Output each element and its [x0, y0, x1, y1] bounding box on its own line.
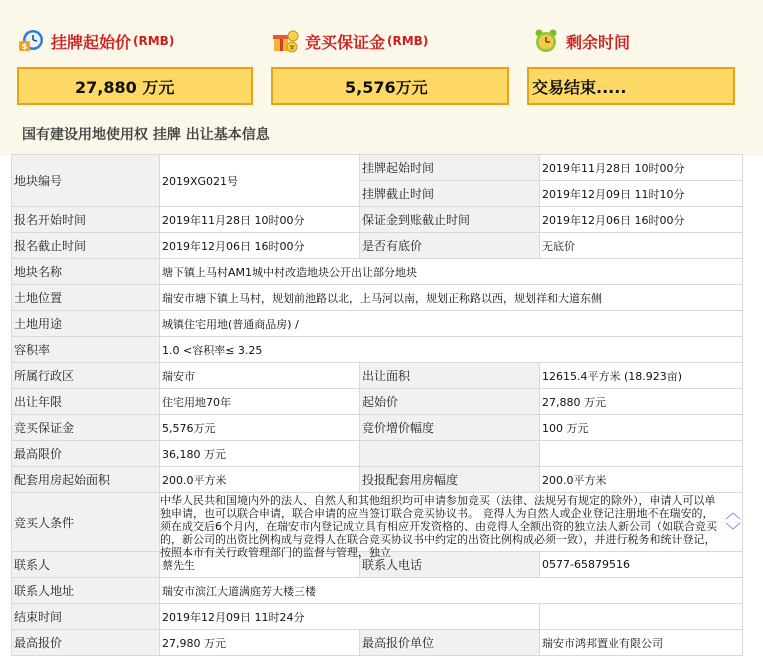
empty-cell	[540, 441, 743, 467]
svg-text:$: $	[21, 42, 28, 51]
deposit-deadline-value: 2019年12月06日 16时00分	[540, 207, 743, 233]
bidder-cond-cell	[160, 493, 743, 559]
table-row	[12, 415, 743, 441]
cap-price-value: 36,180 万元	[160, 441, 360, 467]
deposit-cell: 5,576万元	[160, 415, 360, 441]
reg-end-value: 2019年12月06日 16时00分	[160, 233, 360, 259]
increment-label: 竞价增价幅度	[360, 415, 540, 441]
parcel-name-label: 地块名称	[12, 259, 160, 285]
empty-cell	[540, 604, 743, 630]
reg-start-value: 2019年11月28日 10时00分	[160, 207, 360, 233]
deposit-value: 5,576万元	[345, 77, 428, 97]
term-value: 住宅用地70年	[160, 389, 360, 415]
table-row	[12, 363, 743, 389]
top-price-label: 最高报价	[12, 630, 160, 656]
cap-price-label: 最高限价	[12, 441, 160, 467]
table-row	[12, 259, 743, 285]
reg-start-label: 报名开始时间	[12, 207, 160, 233]
start-price-value-box	[17, 67, 253, 105]
address-value: 瑞安市滨江大道满庭芳大楼三楼	[160, 578, 743, 604]
end-time-value: 2019年12月09日 11时24分	[160, 604, 540, 630]
parcel-no-value: 2019XG021号	[160, 155, 360, 207]
increment-value: 100 万元	[540, 415, 743, 441]
contact-value: 蔡先生	[160, 552, 360, 578]
end-time-label: 结束时间	[12, 604, 160, 630]
remaining-time-value-box	[527, 67, 735, 105]
table-row	[12, 207, 743, 233]
deposit-value-box	[271, 67, 509, 105]
start-price-heading: $ 挂牌起始价 (RMB)	[17, 26, 174, 56]
address-label: 联系人地址	[12, 578, 160, 604]
deposit-heading: ¥ 竞买保证金 (RMB)	[271, 26, 428, 56]
district-value: 瑞安市	[160, 363, 360, 389]
table-row	[12, 493, 743, 552]
top-bidder-label: 最高报价单位	[360, 630, 540, 656]
table-row	[12, 155, 743, 181]
remaining-time-heading: 剩余时间	[532, 26, 630, 56]
table-row	[12, 604, 743, 630]
reserve-label: 是否有底价	[360, 233, 540, 259]
alarm-clock-icon	[532, 27, 560, 55]
phone-label: 联系人电话	[360, 552, 540, 578]
listing-end-label: 挂牌截止时间	[360, 181, 540, 207]
top-bidder-value: 瑞安市鸿邦置业有限公司	[540, 630, 743, 656]
table-row	[12, 441, 743, 467]
price-tag-clock-icon	[17, 27, 45, 55]
housing-start-value: 200.0平方米	[160, 467, 360, 493]
parcel-name-value: 塘下镇上马村AM1城中村改造地块公开出让部分地块	[160, 259, 743, 285]
housing-start-label: 配套用房起始面积	[12, 467, 160, 493]
reg-end-label: 报名截止时间	[12, 233, 160, 259]
location-label: 土地位置	[12, 285, 160, 311]
phone-value: 0577-65879516	[540, 552, 743, 578]
contact-label: 联系人	[12, 552, 160, 578]
location-value: 瑞安市塘下镇上马村，规划前池路以北，上马河以南，规划正称路以西，规划祥和大道东侧	[160, 285, 743, 311]
empty-cell	[360, 441, 540, 467]
chevron-down-icon[interactable]: ﹀	[724, 521, 741, 540]
bidder-cond-scroll-area[interactable]	[160, 494, 742, 559]
area-value: 12615.4平方米 (18.923亩)	[540, 363, 743, 389]
far-label: 容积率	[12, 337, 160, 363]
table-row	[12, 337, 743, 363]
district-label: 所属行政区	[12, 363, 160, 389]
housing-step-label: 投报配套用房幅度	[360, 467, 540, 493]
parcel-no-label: 地块编号	[12, 155, 160, 207]
area-label: 出让面积	[360, 363, 540, 389]
remaining-time-value: 交易结束.....	[532, 77, 627, 97]
section-title: 国有建设用地使用权 挂牌 出让基本信息	[0, 112, 763, 156]
listing-start-value: 2019年11月28日 10时00分	[540, 155, 743, 181]
term-label: 出让年限	[12, 389, 160, 415]
svg-text:¥: ¥	[289, 44, 295, 52]
usage-value: 城镇住宅用地(普通商品房) /	[160, 311, 743, 337]
table-row	[12, 630, 743, 656]
top-price-value: 27,980 万元	[160, 630, 360, 656]
far-value: 1.0 <容积率≤ 3.25	[160, 337, 743, 363]
usage-label: 土地用途	[12, 311, 160, 337]
start-price-value: 27,880 万元	[75, 77, 175, 97]
chevron-up-icon[interactable]: ︿	[724, 503, 741, 522]
scrollbar[interactable]	[724, 494, 742, 550]
listing-end-value: 2019年12月09日 11时10分	[540, 181, 743, 207]
table-row	[12, 467, 743, 493]
parcel-info-table	[11, 154, 743, 656]
table-row	[12, 233, 743, 259]
table-row	[12, 389, 743, 415]
table-row	[12, 578, 743, 604]
bidder-cond-value: 中华人民共和国境内外的法人、自然人和其他组织均可申请参加竞买（法律、法规另有规定的除外），申请人可以单独申请，也可以联合申请，联合申请的应当签订联合竞买协议书。 竞得人为自然人或企业登记注册地不在瑞安的，须在成交后6个月内，在瑞安市内登记成立具有相应开发资格的、由竞得人全额出资的独立法人新公司（如联合竞买的，新公司的出资比例构成与竞得人在联合竞买协议书中约定的出资比例构成必须一致），并进行税务和统计登记，按照本市有关行政管理部门的监督与管理，独立	[160, 494, 717, 559]
table-row	[12, 285, 743, 311]
table-row	[12, 311, 743, 337]
gift-coins-icon	[271, 27, 299, 55]
deposit-label: 竞买保证金	[12, 415, 160, 441]
start-price-label: 起始价	[360, 389, 540, 415]
start-price-cell: 27,880 万元	[540, 389, 743, 415]
listing-start-label: 挂牌起始时间	[360, 155, 540, 181]
housing-step-value: 200.0平方米	[540, 467, 743, 493]
bidder-cond-label: 竞买人条件	[12, 493, 160, 552]
reserve-value: 无底价	[540, 233, 743, 259]
deposit-deadline-label: 保证金到账截止时间	[360, 207, 540, 233]
